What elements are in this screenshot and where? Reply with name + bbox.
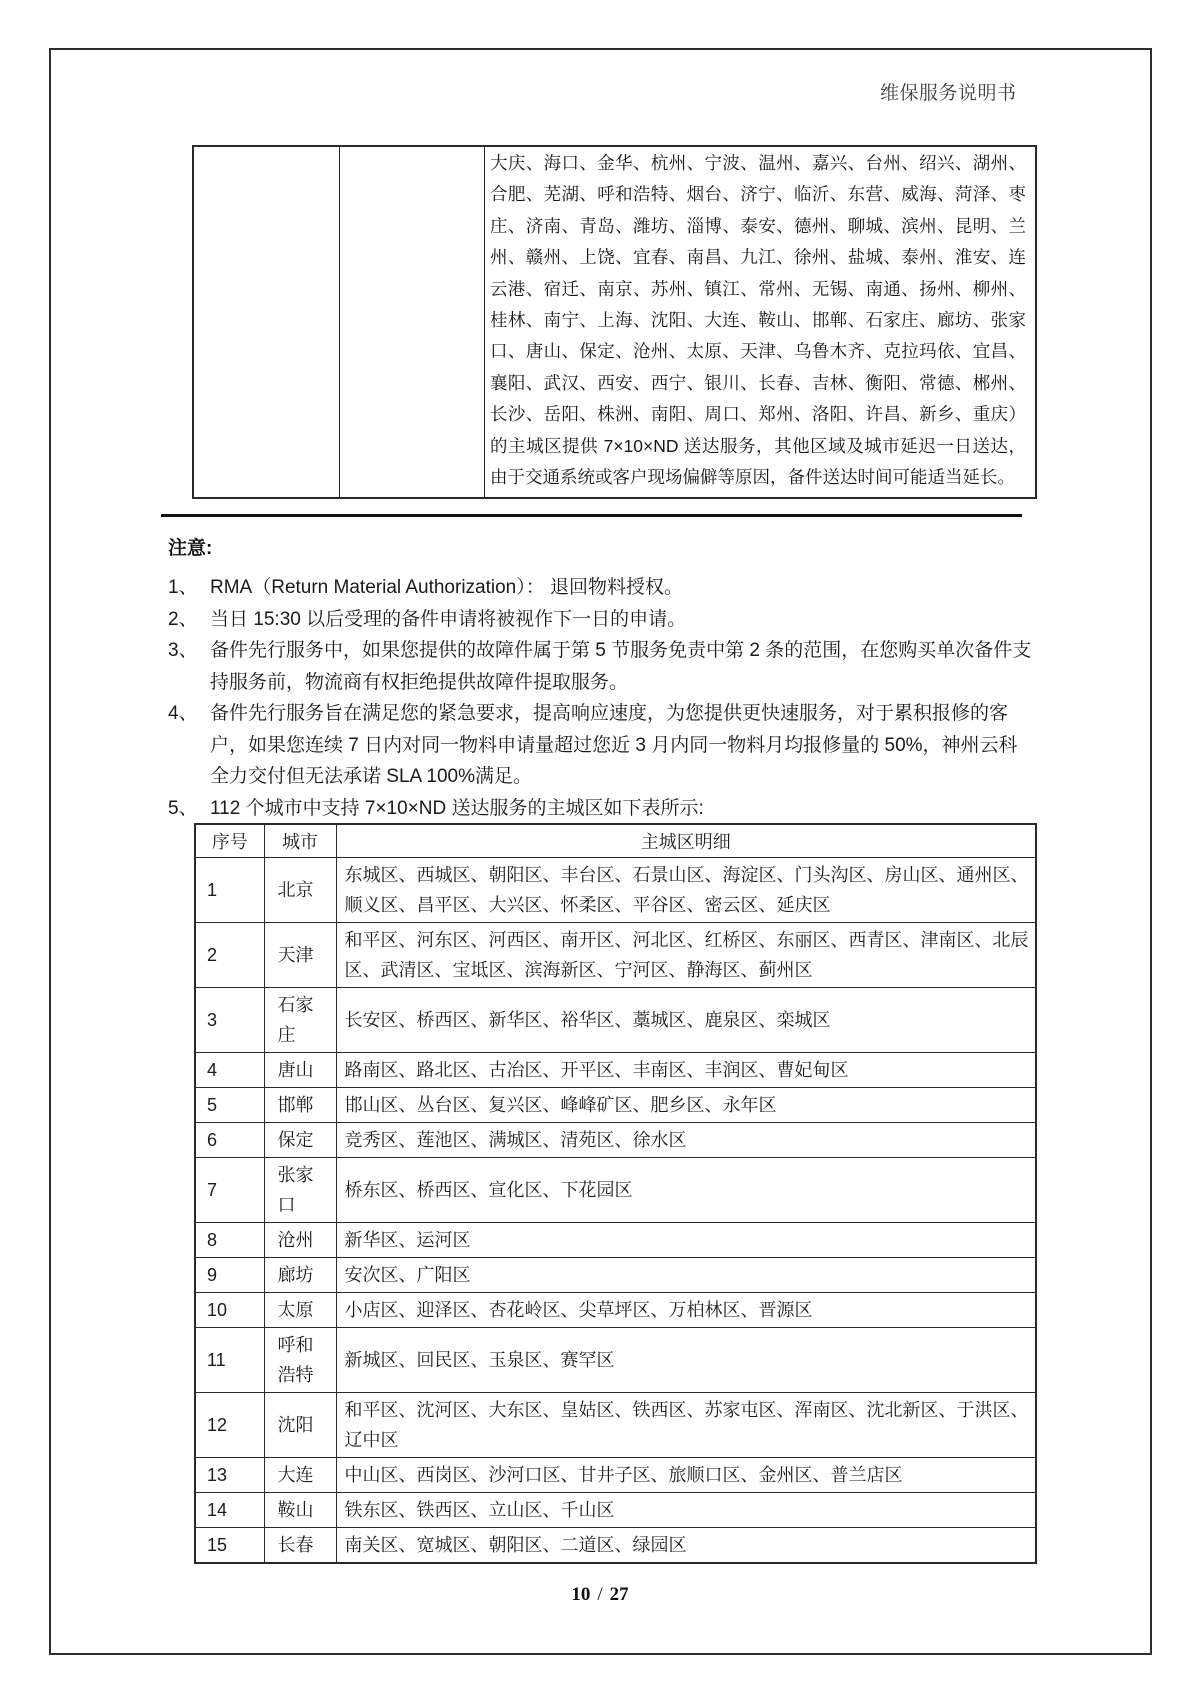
note-item <box>168 635 1036 698</box>
table-row <box>193 146 1036 498</box>
table-row <box>195 1458 1036 1493</box>
row-no: 9 <box>195 1258 264 1293</box>
empty-category-cell <box>193 146 340 498</box>
row-no: 5 <box>195 1088 264 1123</box>
table-row <box>195 1258 1036 1293</box>
row-districts: 中山区、西岗区、沙河口区、甘井子区、旅顺口区、金州区、普兰店区 <box>336 1458 1036 1493</box>
row-districts: 南关区、宽城区、朝阳区、二道区、绿园区 <box>336 1528 1036 1564</box>
row-no: 11 <box>195 1328 264 1393</box>
row-city: 太原 <box>264 1293 336 1328</box>
row-no: 4 <box>195 1053 264 1088</box>
document-header-title: 维保服务说明书 <box>880 83 1017 104</box>
row-no: 8 <box>195 1223 264 1258</box>
note-number: 5、 <box>168 797 198 819</box>
table-row <box>195 1493 1036 1528</box>
row-city: 沧州 <box>264 1223 336 1258</box>
note-number: 1、 <box>168 577 198 598</box>
row-districts: 长安区、桥西区、新华区、裕华区、藁城区、鹿泉区、栾城区 <box>336 988 1036 1053</box>
row-no: 7 <box>195 1158 264 1223</box>
row-city: 长春 <box>264 1528 336 1564</box>
table-row <box>195 1328 1036 1393</box>
table-row <box>195 1123 1036 1158</box>
notes-section <box>168 537 1036 824</box>
note-number: 2、 <box>168 608 198 630</box>
row-city: 石家庄 <box>264 988 336 1053</box>
table-row <box>195 1528 1036 1564</box>
row-city: 鞍山 <box>264 1493 336 1528</box>
row-no: 13 <box>195 1458 264 1493</box>
note-number: 4、 <box>168 703 198 724</box>
city-districts-table <box>194 823 1037 1564</box>
table-header-row <box>195 824 1036 858</box>
note-text: 当日 15:30 以后受理的备件申请将被视作下一日的申请。 <box>210 608 687 630</box>
row-city: 北京 <box>264 858 336 923</box>
note-text: 112 个城市中支持 7×10×ND 送达服务的主城区如下表所示: <box>210 797 704 819</box>
row-city: 大连 <box>264 1458 336 1493</box>
note-text: 备件先行服务中，如果您提供的故障件属于第 5 节服务免责中第 2 条的范围，在您购买单次备件支持服务前，物流商有权拒绝提供故障件提取服务。 <box>210 640 1032 693</box>
row-districts: 邯山区、丛台区、复兴区、峰峰矿区、肥乡区、永年区 <box>336 1088 1036 1123</box>
delivery-cities-cell: 大庆、海口、金华、杭州、宁波、温州、嘉兴、台州、绍兴、湖州、合肥、芜湖、呼和浩特、烟台、济宁、临沂、东营、威海、菏泽、枣庄、济南、青岛、潍坊、淄博、泰安、德州、聊城、滨州、昆明、兰州、赣州、上饶、宜春、南昌、九江、徐州、盐城、泰州、淮安、连云港、宿迁、南京、苏州、镇江、常州、无锡、南通、扬州、柳州、桂林、南宁、上海、沈阳、大连、鞍山、邯郸、石家庄、廊坊、张家口、唐山、保定、沧州、太原、天津、乌鲁木齐、克拉玛依、宜昌、襄阳、武汉、西安、西宁、银川、长春、吉林、衡阳、常德、郴州、长沙、岳阳、株洲、南阳、周口、郑州、洛阳、许昌、新乡、重庆）的主城区提供 7×10×ND 送达服务，其他区域及城市延迟一日送达，由于交通系统或客户现场偏僻等原因，备件送达时间可能适当延长。 <box>485 146 1037 498</box>
row-no: 2 <box>195 923 264 988</box>
row-districts: 东城区、西城区、朝阳区、丰台区、石景山区、海淀区、门头沟区、房山区、通州区、顺义区、昌平区、大兴区、怀柔区、平谷区、密云区、延庆区 <box>336 858 1036 923</box>
table-row <box>195 1223 1036 1258</box>
table-row <box>195 1293 1036 1328</box>
row-districts: 小店区、迎泽区、杏花岭区、尖草坪区、万柏林区、晋源区 <box>336 1293 1036 1328</box>
row-no: 10 <box>195 1293 264 1328</box>
row-city: 呼和浩特 <box>264 1328 336 1393</box>
row-city: 廊坊 <box>264 1258 336 1293</box>
table-row <box>195 1158 1036 1223</box>
note-item <box>168 604 1036 636</box>
note-item <box>168 793 1036 825</box>
table-row <box>195 858 1036 923</box>
note-number: 3、 <box>168 640 198 661</box>
column-header-city: 城市 <box>264 824 336 858</box>
row-districts: 竞秀区、莲池区、满城区、清苑区、徐水区 <box>336 1123 1036 1158</box>
row-districts: 安次区、广阳区 <box>336 1258 1036 1293</box>
row-no: 15 <box>195 1528 264 1564</box>
row-city: 沈阳 <box>264 1393 336 1458</box>
row-districts: 铁东区、铁西区、立山区、千山区 <box>336 1493 1036 1528</box>
row-districts: 新城区、回民区、玉泉区、赛罕区 <box>336 1328 1036 1393</box>
row-districts: 新华区、运河区 <box>336 1223 1036 1258</box>
row-districts: 和平区、沈河区、大东区、皇姑区、铁西区、苏家屯区、浑南区、沈北新区、于洪区、辽中区 <box>336 1393 1036 1458</box>
note-text: RMA（Return Material Authorization）： 退回物料授权。 <box>210 577 684 598</box>
column-header-districts: 主城区明细 <box>336 824 1036 858</box>
row-no: 3 <box>195 988 264 1053</box>
page-current: 10 <box>571 1584 591 1605</box>
note-text: 备件先行服务旨在满足您的紧急要求，提高响应速度，为您提供更快速服务，对于累积报修的客户，如果您连续 7 日内对同一物料申请量超过您近 3 月内同一物料月均报修量的 50%，神州云科全力交付但无法承诺 SLA 100%满足。 <box>210 703 1018 787</box>
table-row <box>195 1393 1036 1458</box>
table-row <box>195 988 1036 1053</box>
delivery-service-table <box>192 145 1037 499</box>
row-city: 保定 <box>264 1123 336 1158</box>
empty-subcategory-cell <box>340 146 485 498</box>
note-item <box>168 572 1036 604</box>
row-districts: 和平区、河东区、河西区、南开区、河北区、红桥区、东丽区、西青区、津南区、北辰区、武清区、宝坻区、滨海新区、宁河区、静海区、蓟州区 <box>336 923 1036 988</box>
page-separator: / <box>597 1584 603 1605</box>
table-row <box>195 923 1036 988</box>
row-city: 邯郸 <box>264 1088 336 1123</box>
row-no: 14 <box>195 1493 264 1528</box>
row-districts: 路南区、路北区、古冶区、开平区、丰南区、丰润区、曹妃甸区 <box>336 1053 1036 1088</box>
row-city: 张家口 <box>264 1158 336 1223</box>
row-no: 1 <box>195 858 264 923</box>
row-districts: 桥东区、桥西区、宣化区、下花园区 <box>336 1158 1036 1223</box>
row-city: 天津 <box>264 923 336 988</box>
page-total: 27 <box>609 1584 629 1605</box>
note-item <box>168 698 1036 793</box>
section-divider <box>161 514 1022 517</box>
table-row <box>195 1053 1036 1088</box>
row-no: 6 <box>195 1123 264 1158</box>
page-number <box>0 1584 1200 1606</box>
column-header-no: 序号 <box>195 824 264 858</box>
notes-heading: 注意: <box>168 538 213 559</box>
table-row <box>195 1088 1036 1123</box>
row-no: 12 <box>195 1393 264 1458</box>
row-city: 唐山 <box>264 1053 336 1088</box>
